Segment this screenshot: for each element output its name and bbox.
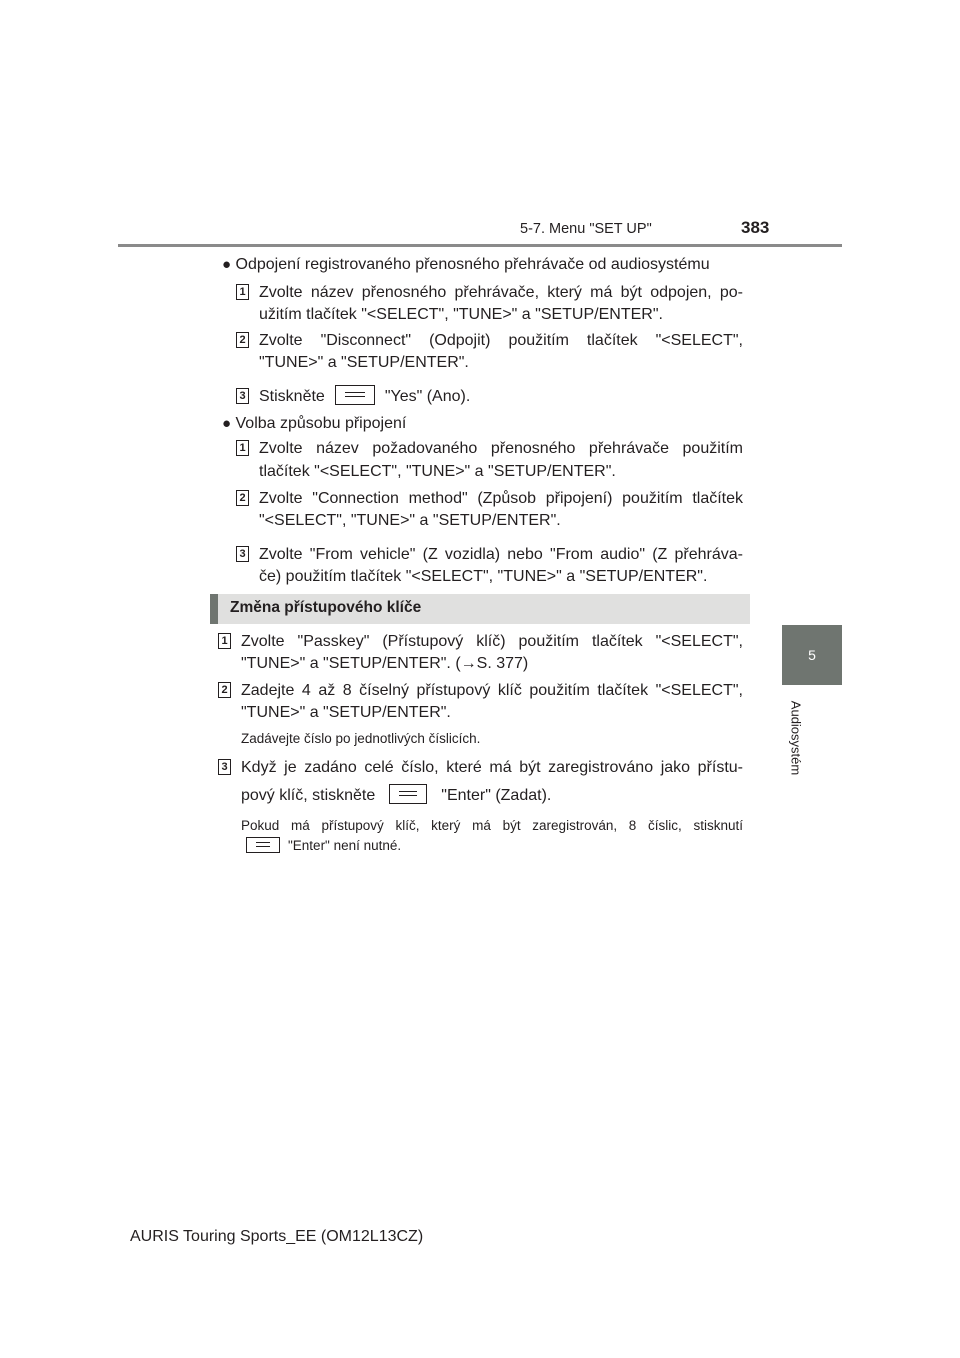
step-number: 2 — [236, 490, 249, 506]
step-number: 2 — [236, 332, 249, 348]
header-divider — [118, 244, 842, 247]
section-heading: Změna přístupového klíče — [210, 594, 750, 624]
button-icon — [246, 837, 280, 853]
step-text: pový klíč, stiskněte "Enter" (Zadat). — [241, 786, 551, 806]
step-number: 2 — [218, 682, 231, 698]
step-text: tlačítek "<SELECT", "TUNE>" a "SETUP/ENTER". — [259, 463, 616, 480]
bullet-icon: ● — [222, 415, 232, 432]
step-number: 3 — [218, 759, 231, 775]
bullet-heading: ● Volba způsobu připojení — [222, 415, 407, 432]
chapter-tab — [782, 625, 842, 685]
step-text: Zvolte "From vehicle" (Z vozidla) nebo "From audio" (Z přehráva- — [259, 546, 743, 563]
step-number: 3 — [236, 546, 249, 562]
step-text: Zadejte 4 až 8 číselný přístupový klíč použitím tlačítek "<SELECT", — [241, 682, 743, 699]
step-text: Když je zadáno celé číslo, které má být zaregistrováno jako přístu- — [241, 759, 743, 776]
section-title: 5-7. Menu "SET UP" — [520, 221, 652, 237]
step-number: 1 — [236, 284, 249, 300]
step-number: 1 — [236, 440, 249, 456]
step-text: Zvolte "Disconnect" (Odpojit) použitím tlačítek "<SELECT", — [259, 332, 743, 349]
step-text: Zvolte "Connection method" (Způsob připojení) použitím tlačítek — [259, 490, 743, 507]
step-text: "TUNE>" a "SETUP/ENTER". — [259, 354, 469, 371]
note-text: "Enter" není nutné. — [246, 837, 401, 855]
step-number: 3 — [236, 388, 249, 404]
note-text: Zadávejte číslo po jednotlivých číslicích. — [241, 731, 481, 746]
step-text: užitím tlačítek "<SELECT", "TUNE>" a "SETUP/ENTER". — [259, 306, 663, 323]
step-text: Zvolte "Passkey" (Přístupový klíč) použitím tlačítek "<SELECT", — [241, 633, 743, 650]
button-icon — [389, 784, 427, 804]
step-text: če) použitím tlačítek "<SELECT", "TUNE>" a "SETUP/ENTER". — [259, 568, 708, 585]
step-text: Zvolte název požadovaného přenosného přehrávače použitím — [259, 440, 743, 457]
chapter-number: 5 — [808, 647, 816, 663]
step-number: 1 — [218, 633, 231, 649]
bullet-heading: ● Odpojení registrovaného přenosného přehrávače od audiosystému — [222, 256, 710, 273]
note-text: Pokud má přístupový klíč, který má být zaregistrován, 8 číslic, stisknutí — [241, 818, 743, 833]
button-icon — [335, 385, 375, 405]
step-text: "<SELECT", "TUNE>" a "SETUP/ENTER". — [259, 512, 561, 529]
step-text: Zvolte název přenosného přehrávače, který má být odpojen, po- — [259, 284, 743, 301]
footer-model: AURIS Touring Sports_EE (OM12L13CZ) — [130, 1228, 424, 1245]
bullet-icon: ● — [222, 256, 232, 273]
step-text: Stiskněte "Yes" (Ano). — [259, 387, 470, 407]
page-number: 383 — [741, 218, 770, 237]
chapter-label: Audiosystém — [788, 700, 804, 776]
step-text: "TUNE>" a "SETUP/ENTER". — [241, 704, 451, 721]
step-text: "TUNE>" a "SETUP/ENTER". (→S. 377) — [241, 655, 529, 672]
